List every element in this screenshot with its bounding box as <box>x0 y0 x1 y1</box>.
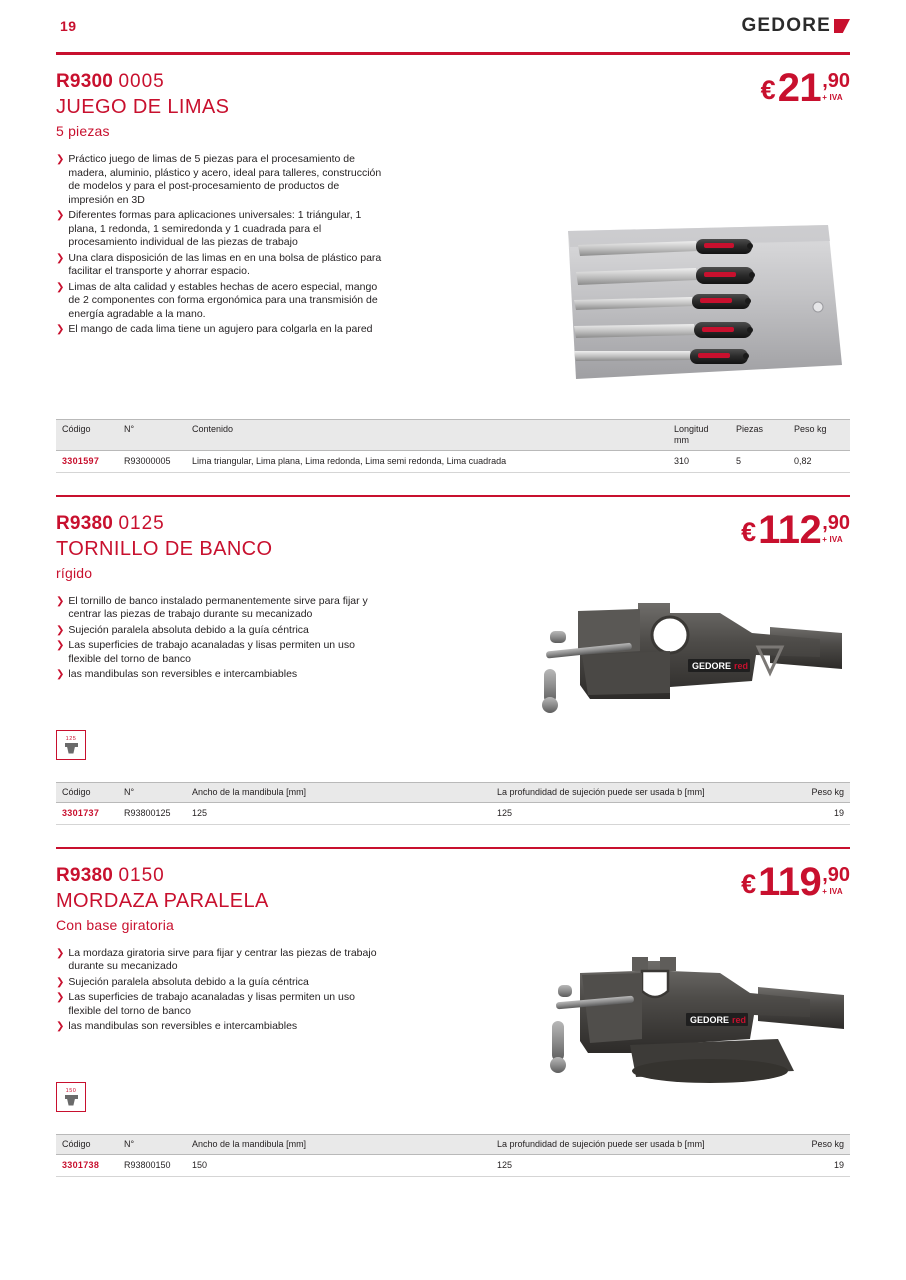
product-1-spec-table-wrap <box>56 419 850 473</box>
product-2-code-series: R9380 <box>56 512 113 534</box>
th-numero: N° <box>118 1134 186 1154</box>
chevron-right-icon: ❯ <box>56 281 65 293</box>
th-numero: N° <box>118 419 186 450</box>
cell-profundidad: 125 <box>491 1154 790 1176</box>
feature-text: las mandibulas son reversibles e intercambiables <box>68 1020 298 1032</box>
pictogram-label: 125 <box>65 735 77 742</box>
th-codigo: Código <box>56 1134 118 1154</box>
pictogram-label: 150 <box>65 1087 77 1094</box>
price-vat-note: + IVA <box>822 886 843 896</box>
product-1-name: JUEGO DE LIMAS <box>56 96 230 118</box>
chevron-right-icon: ❯ <box>56 976 65 988</box>
th-contenido: Contenido <box>186 419 668 450</box>
bench-vise-photo <box>520 577 850 737</box>
th-profundidad: La profundidad de sujeción puede ser usada b [mm] <box>491 782 790 802</box>
th-profundidad: La profundidad de sujeción puede ser usada b [mm] <box>491 1134 790 1154</box>
th-piezas: Piezas <box>730 419 788 450</box>
table-row <box>56 802 850 824</box>
product-2-titles <box>56 497 272 581</box>
feature-text: El tornillo de banco instalado permanentemente sirve para fijar y centrar las piezas de trabajo durante su mecanizado <box>68 594 368 620</box>
product-3-spec-table <box>56 1134 850 1177</box>
feature-text: La mordaza giratoria sirve para fijar y centrar las piezas de trabajo durante su mecanizado <box>68 946 377 972</box>
list-item <box>56 209 386 250</box>
table-header-row <box>56 782 850 802</box>
product-1-code <box>56 71 229 93</box>
feature-text: Una clara disposición de las limas en en una bolsa de plástico para facilitar el transporte y ahorrar espacio. <box>68 251 382 277</box>
svg-text:GEDORE: GEDORE <box>692 660 732 671</box>
price-vat-note: + IVA <box>822 534 843 544</box>
feature-text: Las superficies de trabajo acanaladas y lisas permiten un uso flexible del torno de banco <box>68 991 355 1017</box>
feature-text: las mandibulas son reversibles e intercambiables <box>68 668 298 680</box>
product-3-image <box>510 921 850 1091</box>
chevron-right-icon: ❯ <box>56 1021 65 1032</box>
chevron-right-icon: ❯ <box>56 624 65 636</box>
cell-numero: R93800125 <box>118 802 186 824</box>
product-3-code <box>56 865 269 887</box>
product-1-code-series: R9300 <box>56 71 113 92</box>
th-longitud <box>668 419 730 450</box>
product-1-code-number: 0005 <box>118 71 165 92</box>
cell-numero: R93000005 <box>118 450 186 472</box>
price-cents: ,90 <box>822 511 850 534</box>
product-2-subtitle: rígido <box>56 564 93 581</box>
th-longitud-line1: Longitud <box>674 423 709 434</box>
list-item <box>56 624 386 638</box>
price-amount: 112 <box>758 507 822 552</box>
vise-icon <box>64 1095 79 1106</box>
vise-icon <box>64 743 79 754</box>
cell-contenido: Lima triangular, Lima plana, Lima redonda, Lima semi redonda, Lima cuadrada <box>186 450 668 472</box>
svg-text:red: red <box>734 660 749 671</box>
product-block-1 <box>56 55 850 473</box>
brand-name: GEDORE <box>741 15 831 36</box>
feature-text: Sujeción paralela absoluta debido a la guía céntrica <box>68 975 309 988</box>
list-item <box>56 595 386 622</box>
list-item <box>56 323 386 337</box>
page-number: 19 <box>60 18 77 34</box>
chevron-right-icon: ❯ <box>56 640 65 651</box>
list-item <box>56 947 386 974</box>
cell-peso: 19 <box>790 1154 850 1176</box>
cell-ancho: 125 <box>186 802 491 824</box>
cell-peso: 0,82 <box>788 450 850 472</box>
cell-piezas: 5 <box>730 450 788 472</box>
list-item <box>56 976 386 990</box>
product-3-features <box>56 947 386 1034</box>
th-peso: Peso kg <box>790 1134 850 1154</box>
chevron-right-icon: ❯ <box>56 324 65 335</box>
product-block-3 <box>56 849 850 1177</box>
th-longitud-line2: mm <box>674 434 689 445</box>
gedore-flag-icon <box>834 19 850 33</box>
svg-text:GEDORE: GEDORE <box>690 1014 730 1025</box>
th-codigo: Código <box>56 782 118 802</box>
feature-text: El mango de cada lima tiene un agujero para colgarla en la pared <box>68 323 373 335</box>
cell-profundidad: 125 <box>491 802 790 824</box>
cell-longitud: 310 <box>668 450 730 472</box>
list-item <box>56 281 386 322</box>
jaw-width-pictogram <box>56 730 86 760</box>
page-header <box>56 0 850 52</box>
th-codigo: Código <box>56 419 118 450</box>
table-row <box>56 1154 850 1176</box>
product-3-price <box>741 849 850 904</box>
svg-text:red: red <box>732 1014 747 1025</box>
swivel-base-vise-photo <box>510 921 850 1091</box>
list-item <box>56 991 386 1018</box>
product-block-2 <box>56 497 850 825</box>
product-3-subtitle: Con base giratoria <box>56 916 174 933</box>
file-set-photo <box>560 215 850 390</box>
th-ancho: Ancho de la mandibula [mm] <box>186 782 491 802</box>
product-1-features <box>56 153 386 337</box>
cell-ancho: 150 <box>186 1154 491 1176</box>
list-item <box>56 1020 386 1034</box>
price-amount: 119 <box>758 859 822 904</box>
table-header-row <box>56 1134 850 1154</box>
product-2-spec-table-wrap <box>56 782 850 825</box>
list-item <box>56 639 386 666</box>
chevron-right-icon: ❯ <box>56 992 65 1003</box>
chevron-right-icon: ❯ <box>56 252 65 264</box>
jaw-width-pictogram <box>56 1082 86 1112</box>
price-cents: ,90 <box>822 70 850 92</box>
product-2-price <box>741 497 850 552</box>
cell-codigo: 3301737 <box>56 802 118 824</box>
product-1-titles <box>56 55 229 139</box>
chevron-right-icon: ❯ <box>56 210 65 221</box>
product-3-code-series: R9380 <box>56 864 113 886</box>
product-1-spec-table <box>56 419 850 473</box>
th-peso: Peso kg <box>790 782 850 802</box>
chevron-right-icon: ❯ <box>56 595 65 607</box>
list-item <box>56 252 386 279</box>
product-1-price <box>760 55 850 110</box>
price-amount: 21 <box>777 66 822 110</box>
product-3-spec-table-wrap <box>56 1134 850 1177</box>
cell-peso: 19 <box>790 802 850 824</box>
th-peso: Peso kg <box>788 419 850 450</box>
product-1-image <box>560 215 850 390</box>
feature-text: Diferentes formas para aplicaciones universales: 1 triángular, 1 plana, 1 redonda, 1 semiredonda y 1 cuadrada para el procesamiento individual de las piezas de trabajo <box>68 209 362 248</box>
table-header-row <box>56 419 850 450</box>
table-row <box>56 450 850 472</box>
product-2-code-number: 0125 <box>118 512 165 534</box>
feature-text: Limas de alta calidad y estables hechas de acero especial, mango de 2 componentes con forma ergonómica para una transmisión de energía agradable a la mano. <box>68 280 378 320</box>
feature-text: Práctico juego de limas de 5 piezas para el procesamiento de madera, aluminio, plástico y acero, ideal para talleres, construcción de modelos y para el post-procesamiento de productos de impresión en 3D <box>68 153 382 206</box>
currency-symbol: € <box>760 75 776 105</box>
chevron-right-icon: ❯ <box>56 947 65 959</box>
list-item <box>56 153 386 207</box>
product-2-spec-table <box>56 782 850 825</box>
product-1-subtitle: 5 piezas <box>56 123 110 139</box>
product-2-name: TORNILLO DE BANCO <box>56 537 273 560</box>
feature-text: Sujeción paralela absoluta debido a la guía céntrica <box>68 623 309 636</box>
cell-codigo: 3301597 <box>56 450 118 472</box>
cell-numero: R93800150 <box>118 1154 186 1176</box>
cell-codigo: 3301738 <box>56 1154 118 1176</box>
product-2-features <box>56 595 386 682</box>
product-3-titles <box>56 849 269 933</box>
price-vat-note: + IVA <box>822 93 843 102</box>
currency-symbol: € <box>741 868 757 899</box>
product-3-name: MORDAZA PARALELA <box>56 889 269 912</box>
chevron-right-icon: ❯ <box>56 669 65 680</box>
currency-symbol: € <box>741 516 757 547</box>
feature-text: Las superficies de trabajo acanaladas y lisas permiten un uso flexible del torno de banco <box>68 639 355 665</box>
product-3-code-number: 0150 <box>118 864 165 886</box>
chevron-right-icon: ❯ <box>56 154 65 165</box>
product-2-code <box>56 513 272 535</box>
brand-logo <box>741 15 850 37</box>
price-cents: ,90 <box>822 863 850 886</box>
th-ancho: Ancho de la mandibula [mm] <box>186 1134 491 1154</box>
product-2-image <box>520 577 850 737</box>
th-numero: N° <box>118 782 186 802</box>
list-item <box>56 668 386 682</box>
